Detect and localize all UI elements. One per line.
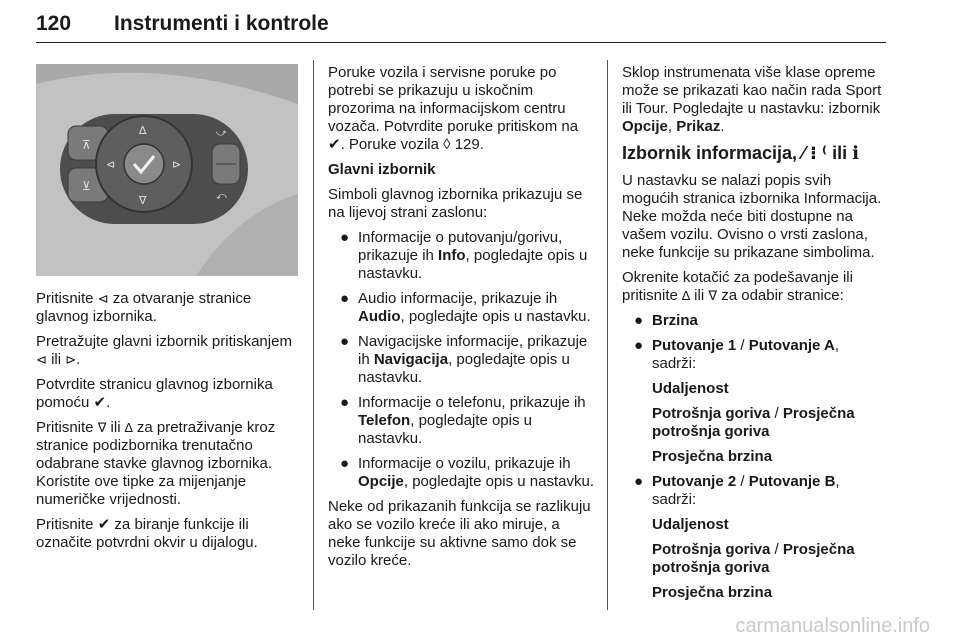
list-subitem: Prosječna brzina	[652, 584, 773, 601]
bullet-icon: ●	[634, 312, 644, 329]
left-arrow-icon: ⊲	[97, 291, 109, 306]
list-subitem: Udaljenost	[652, 516, 729, 533]
info-page-icon: ⁄ ⁝ ⁽	[802, 143, 828, 163]
section-subheading: Glavni izbornik	[328, 161, 436, 178]
paragraph: Sklop instrumenata više klase opreme može se prikazati kao način rada Sport ili Tour. Pogledajte u nastavku: izbornik Opcije, Prikaz.	[622, 64, 882, 135]
steering-wheel-controls-figure	[36, 64, 298, 276]
right-arrow-icon: ⊳	[65, 352, 77, 367]
down-arrow-icon: ∇	[708, 288, 718, 303]
bullet-icon: ●	[340, 229, 350, 246]
bullet-icon: ●	[340, 333, 350, 350]
paragraph: Poruke vozila i servisne poruke po potrebi se prikazuju u iskočnim prozorima na informacijskom centru vozača. Potvrdite poruke pritiskom na ✔. Poruke vozila ◊ 129.	[328, 64, 579, 153]
bullet-icon: ●	[340, 394, 350, 411]
page-title: Instrumenti i kontrole	[114, 12, 329, 35]
cross-reference-link[interactable]: 129.	[450, 136, 484, 153]
svg-text:⤻: ⤻	[216, 128, 227, 139]
cross-reference-icon: ◊	[443, 136, 451, 153]
page-number: 120	[36, 12, 72, 35]
list-subitem: Udaljenost	[652, 380, 729, 397]
paragraph: Pritisnite ⊲ za otvaranje stranice glavnog izbornika.	[36, 290, 252, 325]
up-arrow-icon: ∆	[124, 420, 133, 435]
paragraph: Neke od prikazanih funkcija se razlikuju ako se vozilo kreće ili ako miruje, a neke funkcije su aktivne samo dok se vozilo kreće.	[328, 498, 591, 569]
bullet-icon: ●	[634, 337, 644, 354]
paragraph: Simboli glavnog izbornika prikazuju se na lijevoj strani zaslonu:	[328, 186, 583, 221]
check-icon: ✔	[328, 136, 341, 153]
list-item: ● Putovanje 2 / Putovanje B, sadrži:	[634, 473, 840, 508]
list-item: ● Informacije o telefonu, prikazuje ih Telefon, pogledajte opis u nastavku.	[340, 394, 586, 447]
section-heading: Izbornik informacija, ⁄ ⁝ ⁽ ili ℹ	[622, 143, 859, 163]
svg-text:⤺: ⤺	[216, 191, 227, 202]
bullet-icon: ●	[340, 455, 350, 472]
paragraph: Pritisnite ✔ za biranje funkcije ili označite potvrdni okvir u dijalogu.	[36, 516, 258, 551]
paragraph: Pritisnite ∇ ili ∆ za pretraživanje kroz stranice podizbornika trenutačno odabrane stavke glavnog izbornika. Koristite ove tipke za mijenjanje numeričke vrijednosti.	[36, 419, 276, 508]
column-1	[36, 64, 300, 559]
list-subitem: Prosječna brzina	[652, 448, 773, 465]
paragraph: U nastavku se nalazi popis svih mogućih stranica izbornika Informacija. Neke možda neće biti dostupne na vašem vozilu. Ovisno o vrsti zaslona, neke funkcije su prikazane simbolima.	[622, 172, 882, 261]
steering-wheel-illustration	[36, 64, 298, 276]
bullet-icon: ●	[634, 473, 644, 490]
list-item: ● Navigacijske informacije, prikazuje ih Navigacija, pogledajte opis u nastavku.	[340, 333, 588, 386]
list-item: ● Audio informacije, prikazuje ih Audio, pogledajte opis u nastavku.	[340, 290, 591, 325]
bullet-list	[328, 229, 594, 491]
down-arrow-icon: ∇	[97, 420, 107, 435]
list-subitem: Potrošnja goriva / Prosječna potrošnja goriva	[652, 541, 855, 576]
column-2	[328, 64, 594, 577]
column-divider	[607, 60, 608, 610]
column-3	[622, 64, 884, 609]
svg-text:⊼: ⊼	[82, 138, 91, 152]
check-icon: ✔	[93, 394, 107, 411]
list-item: ● Putovanje 1 / Putovanje A, sadrži:	[634, 337, 840, 372]
svg-text:∇: ∇	[139, 194, 147, 207]
bullet-icon: ●	[340, 290, 350, 307]
up-arrow-icon: ∆	[682, 288, 690, 303]
left-arrow-icon: ⊲	[36, 352, 47, 367]
svg-text:⊻: ⊻	[82, 179, 91, 193]
list-subitem: Potrošnja goriva / Prosječna potrošnja goriva	[652, 405, 855, 440]
list-item: ● Informacije o putovanju/gorivu, prikazuje ih Info, pogledajte opis u nastavku.	[340, 229, 588, 282]
check-icon: ✔	[97, 516, 111, 533]
paragraph: Pretražujte glavni izbornik pritiskanjem ⊲ ili ⊳.	[36, 333, 292, 368]
list-item: ● Brzina	[634, 312, 698, 329]
paragraph: Okrenite kotačić za podešavanje ili pritisnite ∆ ili ∇ za odabir stranice:	[622, 269, 853, 304]
list-item: ● Informacije o vozilu, prikazuje ih Opcije, pogledajte opis u nastavku.	[340, 455, 594, 490]
watermark: carmanualsonline.info	[735, 615, 930, 637]
svg-text:⊳: ⊳	[172, 158, 182, 171]
page-header	[36, 8, 886, 43]
info-icon: ℹ	[852, 143, 859, 163]
svg-text:∆: ∆	[139, 124, 147, 137]
svg-text:⊲: ⊲	[106, 158, 116, 171]
paragraph: Potvrdite stranicu glavnog izbornika pomoću ✔.	[36, 376, 273, 411]
column-divider	[313, 60, 314, 610]
